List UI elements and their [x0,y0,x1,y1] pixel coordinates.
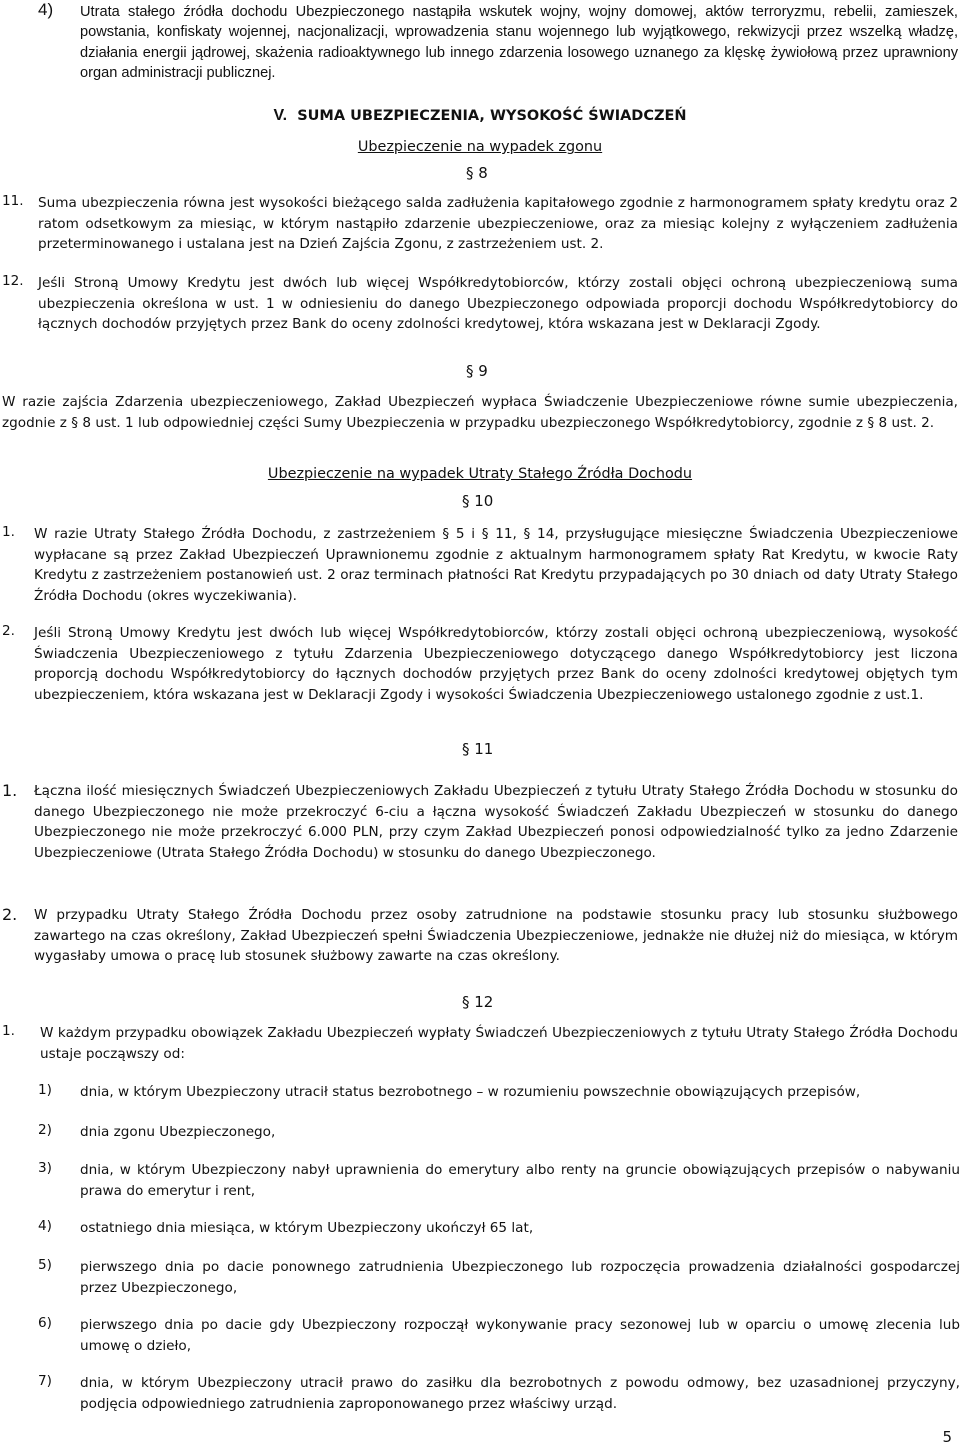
section-title: SUMA UBEZPIECZENIA, WYSOKOŚĆ ŚWIADCZEŃ [297,108,687,124]
p11-item-num: 2. [2,905,18,924]
paragraph-10-sign: § 10 [462,492,494,510]
list-item-text: dnia zgonu Ubezpieczonego, [80,1124,276,1140]
list-item-text: pierwszego dnia po dacie gdy Ubezpieczony rozpoczął wykonywanie pracy sezonowej lub w oparciu o umowę zlecenia lub umowę o dzieło, [80,1317,960,1354]
list-item-text: dnia, w którym Ubezpieczony utracił status bezrobotnego – w rozumieniu powszechnie obowiązujących przepisów, [80,1084,861,1100]
p9-text: W razie zajścia Zdarzenia ubezpieczeniowego, Zakład Ubezpieczeń wypłaca Świadczenie Ubezpieczeniowe równe sumie ubezpieczenia, zgodnie z § 8 ust. 1 lub odpowiedniej części Sumy Ubezpieczenia w przypadku ubezpieczonego Współkredytobiorcy, zgodnie z § 8 ust. 2. [2,394,958,431]
list-item-num: 1) [38,1082,52,1098]
p11-item-text: W przypadku Utraty Stałego Źródła Dochodu przez osoby zatrudnione na podstawie stosunku pracy lub stosunku służbowego zawartego na czas określony, Zakład Ubezpieczeń spełni Świadczenia Ubezpieczeniowe, jednakże nie dłużej niż do miesiąca, w którym wygasłaby umowa o pracę lub stosunek służbowy zawarte na czas określony. [34,907,958,964]
p8-item-num: 11. [2,193,24,209]
p8-item-text: Jeśli Stroną Umowy Kredytu jest dwóch lub więcej Współkredytobiorców, którzy zostali objęci ochroną ubezpieczeniową suma ubezpieczenia określona w ust. 1 w odniesieniu do danego Ubezpieczonego odpowiada proporcji dochodu Współkredytobiorcy do łącznych dochodów przyjętych przez Bank do oceny zdolności kredytowej, która wskazana jest w Deklaracji Zgody. [38,275,958,332]
section-roman: V. [273,107,288,124]
p11-item-text: Łączna ilość miesięcznych Świadczeń Ubezpieczeniowych Zakładu Ubezpieczeń z tytułu Utraty Stałego Źródła Dochodu w stosunku do danego Ubezpieczonego nie może przekroczyć 6-ciu a łączna wysokość Świadczeń Zakładu Ubezpieczeń w stosunku do danego Ubezpieczonego nie może przekroczyć 6.000 PLN, przy czym Zakład Ubezpieczeń ponosi odpowiedzialność tylko za jedno Zdarzenie Ubezpieczeniowe (Utrata Stałego Źródła Dochodu) w stosunku do danego Ubezpieczonego. [34,783,958,861]
list-item-num: 4) [38,1218,52,1234]
page-number: 5 [942,1428,952,1446]
subheading-death: Ubezpieczenie na wypadek zgonu [357,139,603,155]
section-heading [0,106,960,126]
p10-item-text: Jeśli Stroną Umowy Kredytu jest dwóch lub więcej Współkredytobiorców, którzy zostali objęci ochroną ubezpieczeniową, wysokość Świadczenia Ubezpieczeniowego z tytułu Zdarzenia Ubezpieczeniowego dotyczącego danego Współkredytobiorcy jest liczona proporcją dochodu Współkredytobiorcy do łącznych dochodów przyjętych przez Bank do oceny zdolności kredytowej objętych tym ubezpieczeniem, która wskazana jest w Deklaracji Zgody i wysokości Świadczenia Ubezpieczeniowego ustalonego zgodnie z ust.1. [34,625,958,703]
subheading-income: Ubezpieczenie na wypadek Utraty Stałego Źródła Dochodu [267,466,693,482]
paragraph-12-sign: § 12 [462,993,494,1011]
paragraph-11-sign: § 11 [462,740,494,758]
list-item-num: 2) [38,1122,52,1138]
list-item-text: ostatniego dnia miesiąca, w którym Ubezpieczony ukończył 65 lat, [80,1220,534,1236]
list-item-num: 7) [38,1373,52,1389]
p10-item-text: W razie Utraty Stałego Źródła Dochodu, z zastrzeżeniem § 5 i § 11, § 14, przysługujące miesięczne Świadczenia Ubezpieczeniowe wypłacane są przez Zakład Ubezpieczeń Uprawnionemu zgodnie z aktualnym harmonogramem spłaty Rat Kredytu, w kwocie Raty Kredytu z zastrzeżeniem postanowień ust. 2 oraz terminach płatności Rat Kredytu przypadających po 30 dniach od daty Utraty Stałego Źródła Dochodu (okres wyczekiwania). [34,526,958,604]
list-item-text: dnia, w którym Ubezpieczony utracił prawo do zasiłku dla bezrobotnych z powodu odmowy, bez uzasadnionej przyczyny, podjęcia odpowiedniego zatrudnienia zaproponowanego przez właściwy urząd. [80,1375,960,1412]
paragraph-8-sign: § 8 [466,164,488,182]
list-item-text: dnia, w którym Ubezpieczony nabył uprawnienia do emerytury albo renty na gruncie obowiązujących przepisów o nabywaniu prawa do emerytur i rent, [80,1162,960,1199]
list-item-num: 5) [38,1257,52,1273]
p12-intro-text: W każdym przypadku obowiązek Zakładu Ubezpieczeń wypłaty Świadczeń Ubezpieczeniowych z tytułu Utraty Stałego Źródła Dochodu ustaje począwszy od: [40,1025,958,1062]
top-item-number: 4) [38,0,54,19]
p8-item-text: Suma ubezpieczenia równa jest wysokości bieżącego salda zadłużenia kapitałowego zgodnie z harmonogramem spłaty kredytu oraz 2 ratom odsetkowym za miesiąc, w którym nastąpiło zdarzenie ubezpieczeniowe, oraz za miesiąc kolejny z wyłączeniem zadłużenia przeterminowanego i ustalana jest na Dzień Zajścia Zgonu, z zastrzeżeniem ust. 2. [38,195,958,252]
p12-intro-num: 1. [2,1023,15,1039]
p8-item-num: 12. [2,273,24,289]
paragraph-9-sign: § 9 [466,362,488,380]
list-item-num: 6) [38,1315,52,1331]
list-item-text: pierwszego dnia po dacie ponownego zatrudnienia Ubezpieczonego lub rozpoczęcia prowadzenia działalności gospodarczej przez Ubezpieczonego, [80,1259,960,1296]
p10-item-num: 1. [2,524,15,540]
top-item-text: Utrata stałego źródła dochodu Ubezpieczonego nastąpiła wskutek wojny, wojny domowej, aktów terroryzmu, rebelii, zamieszek, powstania, konfiskaty wojennej, nacjonalizacji, wprowadzenia stanu wojennego lub wyjątkowego, rekwizycji przez wszelką władzę, działania energii jądrowej, skażenia radioaktywnego lub innego zdarzenia losowego uznanego za klęskę żywiołową przez uprawniony organ administracji publicznej. [80,4,958,81]
p11-item-num: 1. [2,781,18,800]
p10-item-num: 2. [2,623,15,639]
list-item-num: 3) [38,1160,52,1176]
